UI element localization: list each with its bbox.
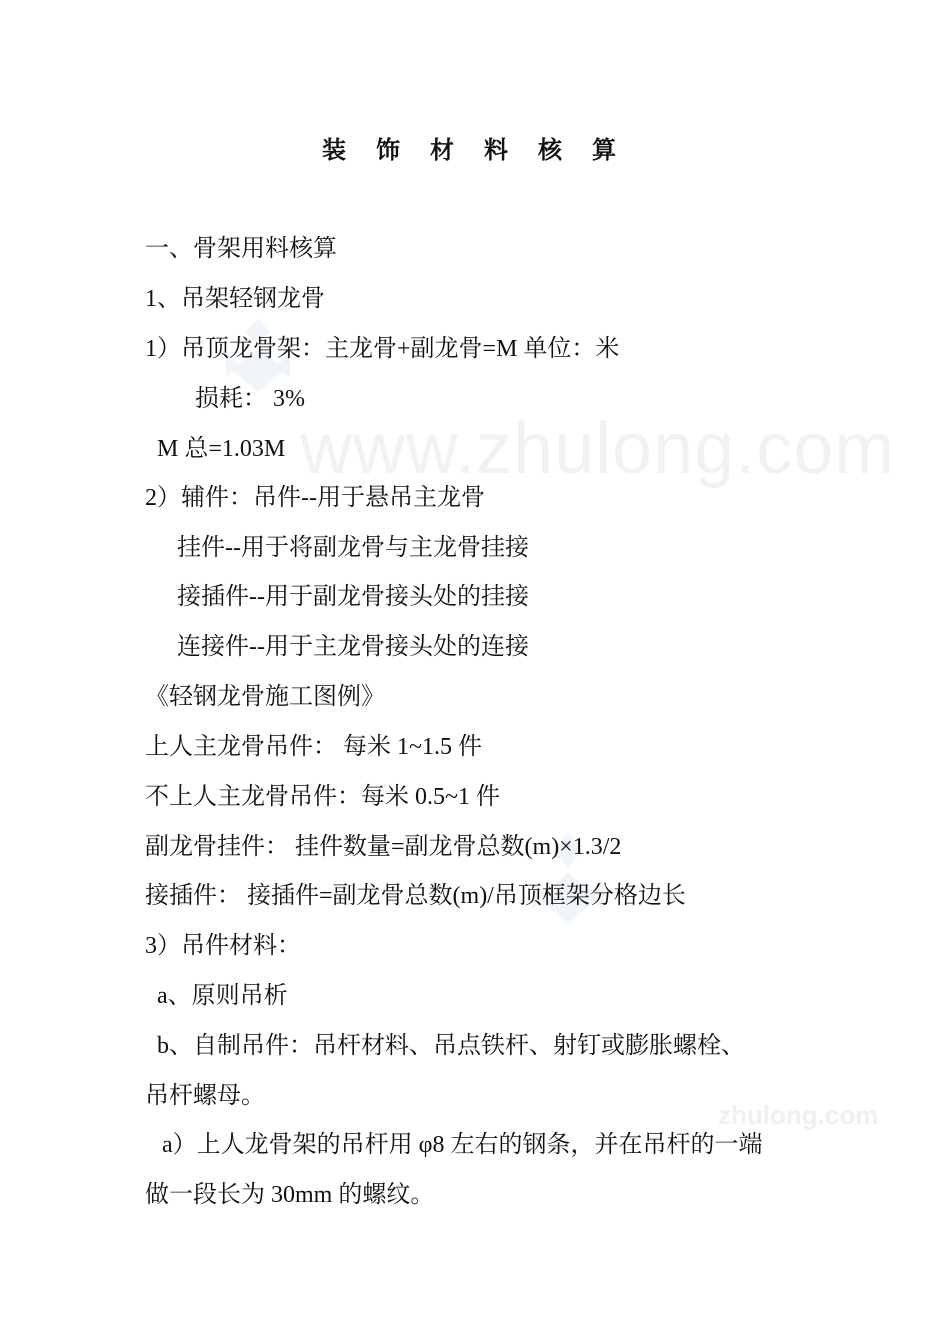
text-line: 接插件： 接插件=副龙骨总数(m)/吊顶框架分格边长 xyxy=(145,883,686,909)
text-line: 挂件--用于将副龙骨与主龙骨挂接 xyxy=(177,535,529,561)
text-line: 副龙骨挂件： 挂件数量=副龙骨总数(m)×1.3/2 xyxy=(145,834,622,860)
section-heading: 一、骨架用料核算 xyxy=(145,236,337,262)
subsection-heading: 1、吊架轻钢龙骨 xyxy=(145,286,325,312)
text-line: 1）吊顶龙骨架：主龙骨+副龙骨=M 单位：米 xyxy=(145,336,620,362)
text-line: 2）辅件：吊件--用于悬吊主龙骨 xyxy=(145,485,485,511)
text-line: 损耗： 3% xyxy=(195,386,305,412)
text-line: 做一段长为 30mm 的螺纹。 xyxy=(145,1182,435,1208)
watermark-text: www.zhulong.com xyxy=(300,409,896,489)
text-line: 不上人主龙骨吊件：每米 0.5~1 件 xyxy=(145,784,500,810)
text-line: a）上人龙骨架的吊杆用 φ8 左右的钢条，并在吊杆的一端 xyxy=(162,1132,763,1158)
text-line: 上人主龙骨吊件： 每米 1~1.5 件 xyxy=(145,734,482,760)
text-line: M 总=1.03M xyxy=(157,436,286,462)
text-line: 《轻钢龙骨施工图例》 xyxy=(145,684,385,710)
text-line: 3）吊件材料： xyxy=(145,933,301,959)
watermark-small-text: zhulong.com xyxy=(718,1100,879,1130)
document-title: 装 饰 材 料 核 算 xyxy=(322,138,628,164)
text-line: b、自制吊件：吊杆材料、吊点铁杆、射钉或膨胀螺栓、 xyxy=(157,1033,745,1059)
text-line: a、原则吊析 xyxy=(157,983,288,1009)
text-line: 吊杆螺母。 xyxy=(145,1083,265,1109)
text-line: 连接件--用于主龙骨接头处的连接 xyxy=(177,634,529,660)
text-line: 接插件--用于副龙骨接头处的挂接 xyxy=(177,584,529,610)
